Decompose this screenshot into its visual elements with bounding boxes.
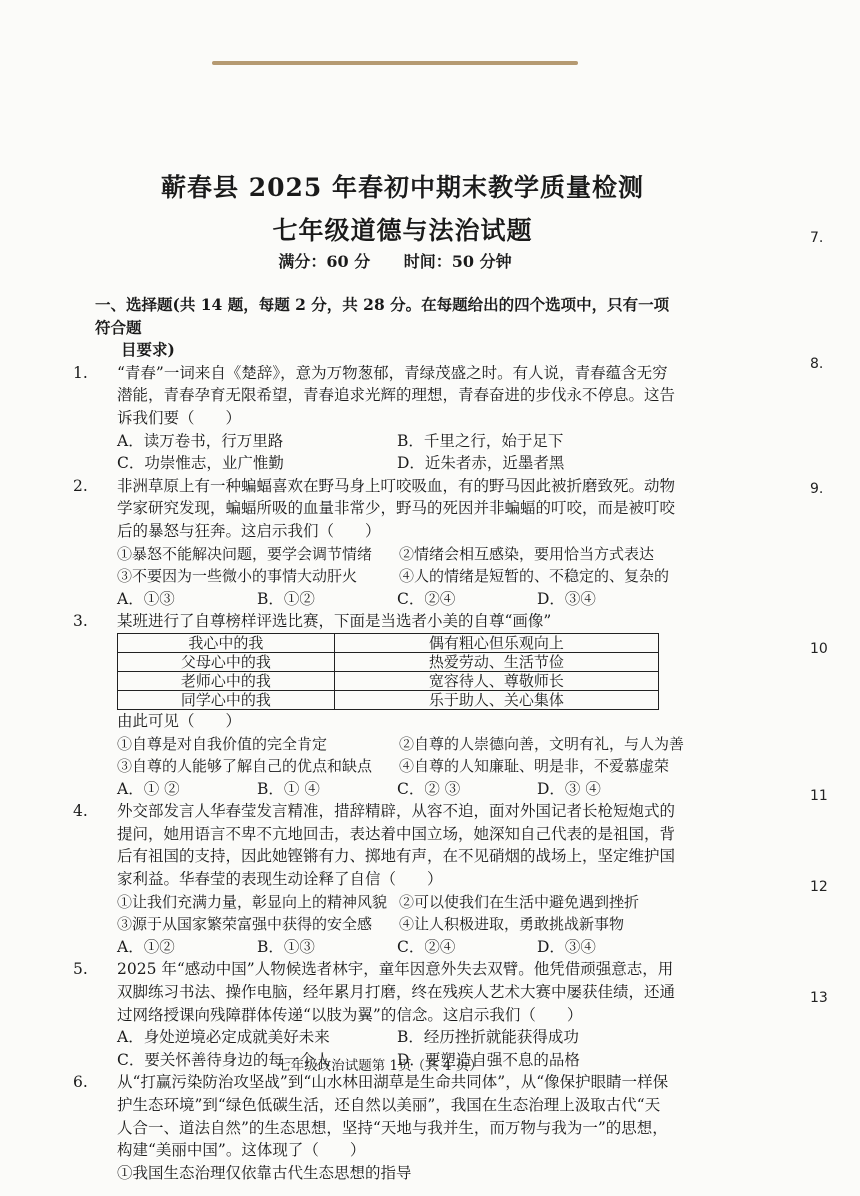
statement-4: ④让人积极进取，勇敢挑战新事物: [399, 915, 625, 934]
option-b: B．经历挫折就能获得成功: [397, 1028, 579, 1047]
option-d: D．近朱者赤，近墨者黑: [397, 454, 565, 473]
option-c: C．②④: [397, 937, 456, 956]
question-number: 3.: [73, 612, 88, 631]
option-a: A．读万卷书，行万里路: [117, 431, 284, 450]
page-footer: 七年级政治试题第 1页（共 4 页）: [277, 1058, 483, 1074]
table-row: [118, 690, 659, 709]
options: [95, 430, 675, 475]
question-3: [73, 610, 685, 800]
option-a: A．身处逆境必定成就美好未来: [117, 1028, 330, 1047]
statement-2: ②可以使我们在生活中避免遇到挫折: [399, 892, 640, 911]
margin-number: 7.: [810, 230, 824, 246]
exam-subtitle: 七年级道德与法治试题: [272, 216, 533, 245]
statement-2: ②自尊的人崇德向善，文明有礼，与人为善: [399, 734, 685, 753]
statements: [95, 891, 675, 936]
table-cell: 父母心中的我: [118, 652, 335, 671]
statements: [95, 543, 675, 588]
option-b: B．①②: [257, 589, 315, 608]
option-c: C．②④: [397, 589, 456, 608]
option-b: B．千里之行，始于足下: [397, 431, 564, 450]
statement-3: ③不要因为一些微小的事情大动肝火: [117, 567, 358, 586]
statement-1: ①我国生态治理仅依靠古代生态思想的指导: [117, 1163, 412, 1182]
statement-2: ②情绪会相互感染，要用恰当方式表达: [399, 544, 655, 563]
question-text: “青春”一词来自《楚辞》，意为万物葱郁，青绿茂盛之时。有人说，青春蕴含无穷潜能，青春孕育无限希望，青春追求光辉的理想，青春奋进的步伐永不停息。这告诉我们要（ ）: [117, 363, 676, 427]
section-heading: 一、选择题(共 14 题，每题 2 分，共 28 分。在每题给出的四个选项中，只有一项符合题 目要求): [95, 295, 670, 360]
table-row: [118, 671, 659, 690]
option-c: C．② ③: [397, 779, 461, 798]
option-c: C．要关怀善待身边的每一个人: [117, 1050, 331, 1069]
exam-time: 时间：50 分钟: [403, 252, 512, 271]
question-6: [73, 1071, 675, 1184]
margin-number: 11: [810, 788, 828, 804]
option-b: B．① ④: [257, 779, 320, 798]
options: [95, 588, 675, 611]
full-score: 满分：60 分: [278, 252, 371, 271]
question-content: [73, 294, 685, 1184]
option-d: D．③④: [537, 937, 596, 956]
table-cell: 偶有粗心但乐观向上: [334, 633, 658, 652]
score-time-line: [0, 249, 790, 272]
question-number: 1.: [73, 363, 88, 382]
table-cell: 我心中的我: [118, 633, 335, 652]
margin-number: 10: [810, 641, 828, 657]
option-a: A．①③: [117, 589, 175, 608]
statement-4: ④自尊的人知廉耻、明是非，不爱慕虚荣: [399, 757, 670, 776]
statement-3: ③源于从国家繁荣富强中获得的安全感: [117, 915, 373, 934]
options: [95, 936, 675, 959]
statement-1: ①让我们充满力量，彰显向上的精神风貌: [117, 892, 388, 911]
statements: [95, 733, 685, 778]
question-number: 5.: [73, 960, 88, 979]
table-cell: 热爱劳动、生活节俭: [334, 652, 658, 671]
margin-number: 8.: [810, 356, 824, 372]
table-row: [118, 652, 659, 671]
option-d: D．③ ④: [537, 779, 601, 798]
question-text: 某班进行了自尊榜样评选比赛，下面是当选者小美的自尊“画像”: [117, 612, 552, 631]
top-scan-bar: [212, 61, 578, 65]
question-1: [73, 362, 676, 475]
self-respect-table: [117, 633, 659, 710]
statement-1: ①自尊是对自我价值的完全肯定: [117, 734, 328, 753]
option-d: D．要塑造自强不息的品格: [397, 1050, 580, 1069]
option-c: C．功崇惟志，业广惟勤: [117, 454, 284, 473]
table-cell: 宽容待人、尊敬师长: [334, 671, 658, 690]
question-text: 外交部发言人华春莹发言精准，措辞精辟，从容不迫，面对外国记者长枪短炮式的提问，她用语言不卑不亢地回击，表达着中国立场，她深知自己代表的是祖国，背后有祖国的支持，因此她铿锵有力、掷地有声，在不见硝烟的战场上，坚定维护国家利益。华春莹的表现生动诠释了自信（ ）: [117, 802, 676, 889]
margin-number: 13: [810, 990, 828, 1006]
question-number: 6.: [73, 1073, 88, 1092]
question-followup: 由此可见（ ）: [117, 711, 242, 730]
margin-number: 12: [810, 879, 828, 895]
question-number: 4.: [73, 802, 88, 821]
option-a: A．①②: [117, 937, 175, 956]
question-text: 从“打赢污染防治攻坚战”到“山水林田湖草是生命共同体”，从“像保护眼睛一样保护生态环境”到“绿色低碳生活，还自然以美丽”，我国在生态治理上汲取古代“天人合一、道法自然”的生态思想，坚持“天地与我并生，而万物与我为一”的思想，构建“美丽中国”。这体现了（ ）: [117, 1073, 669, 1160]
statement-3: ③自尊的人能够了解自己的优点和缺点: [117, 757, 373, 776]
table-row: [118, 633, 659, 652]
margin-number: 9.: [810, 481, 824, 497]
exam-title: 蕲春县 2025 年春初中期末教学质量检测: [161, 173, 644, 202]
options: [95, 778, 675, 801]
option-d: D．③④: [537, 589, 596, 608]
question-number: 2.: [73, 476, 88, 495]
table-cell: 乐于助人、关心集体: [334, 690, 658, 709]
statement-1: ①暴怒不能解决问题，要学会调节情绪: [117, 544, 373, 563]
question-2: [73, 475, 676, 611]
question-4: [73, 800, 676, 958]
question-text: 非洲草原上有一种蝙蝠喜欢在野马身上叮咬吸血，有的野马因此被折磨致死。动物学家研究发现，蝙蝠所吸的血量非常少，野马的死因并非蝙蝠的叮咬，而是被叮咬后的暴怒与狂奔。这启示我们（ ）: [117, 476, 676, 540]
option-a: A．① ②: [117, 779, 180, 798]
question-text: 2025 年“感动中国”人物候选者林宇，童年因意外失去双臂。他凭借顽强意志，用双脚练习书法、操作电脑，经年累月打磨，终在残疾人艺术大赛中屡获佳绩，还通过网络授课向残障群体传递“以肢为翼”的信念。这启示我们（ ）: [117, 960, 676, 1024]
option-b: B．①③: [257, 937, 315, 956]
table-cell: 老师心中的我: [118, 671, 335, 690]
statement-4: ④人的情绪是短暂的、不稳定的、复杂的: [399, 567, 670, 586]
table-cell: 同学心中的我: [118, 690, 335, 709]
